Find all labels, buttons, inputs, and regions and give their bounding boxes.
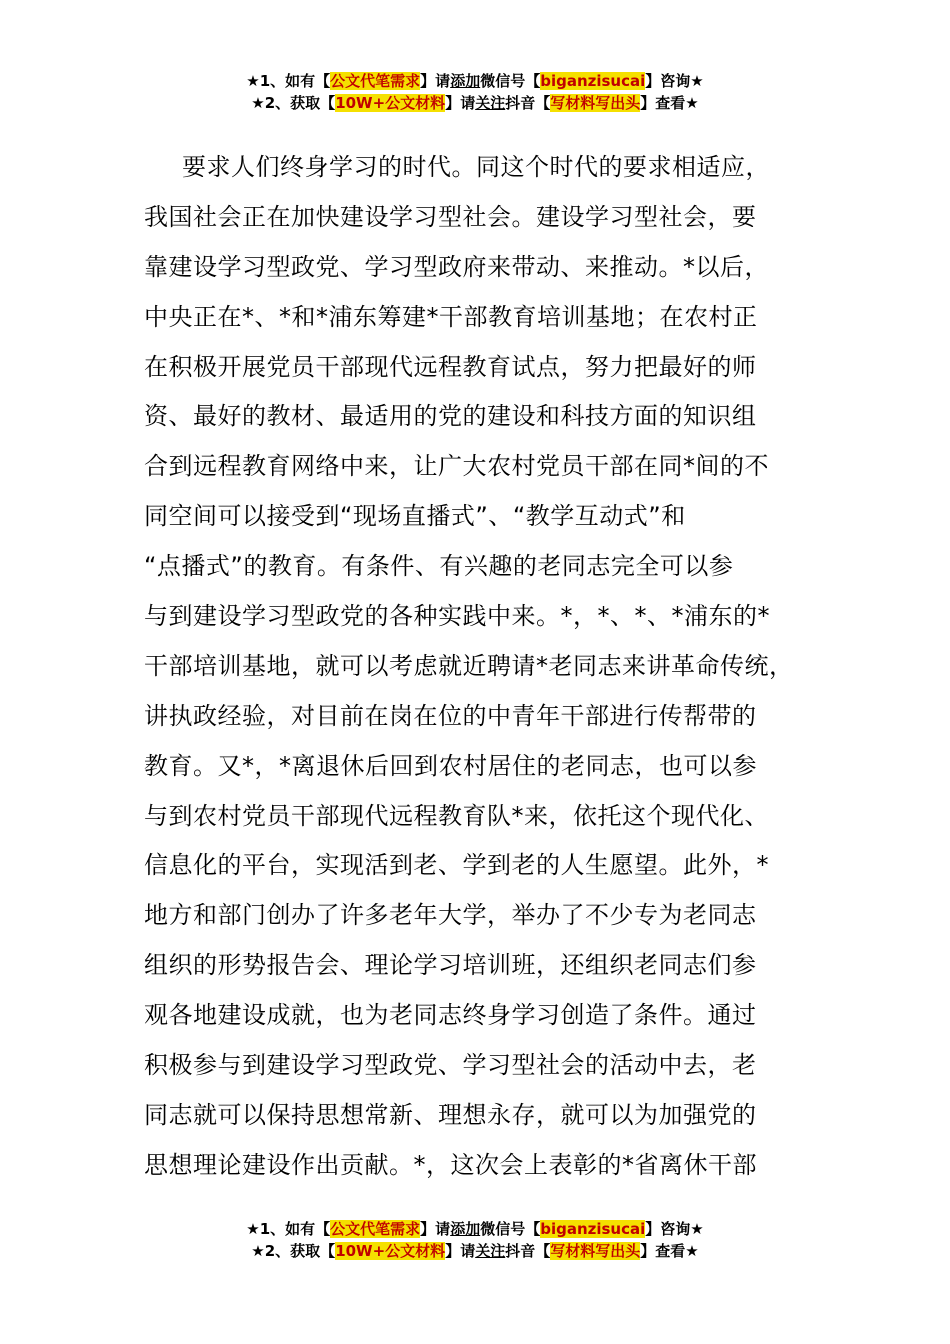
highlight-service: 公文代笔需求 bbox=[330, 1220, 421, 1238]
highlight-wechat-id: biganzisucai bbox=[540, 1220, 646, 1238]
footer-line-2: ★2、获取【10W+公文材料】请关注抖音【写材料写出头】查看★ bbox=[251, 1242, 699, 1260]
text-line: 与到建设学习型政党的各种实践中来。*，*、*、*浦东的* bbox=[144, 602, 770, 631]
text-line: 教育。又*，*离退休后回到农村居住的老同志，也可以参 bbox=[144, 751, 757, 780]
underlined-add: 添加 bbox=[450, 72, 481, 90]
text-line: “点播式”的教育。有条件、有兴趣的老同志完全可以参 bbox=[144, 552, 734, 581]
text-line: 地方和部门创办了许多老年大学，举办了不少专为老同志 bbox=[144, 901, 757, 930]
text-line: 在积极开展党员干部现代远程教育试点，努力把最好的师 bbox=[144, 352, 757, 381]
text-line: 中央正在*、*和*浦东筹建*干部教育培训基地；在农村正 bbox=[144, 302, 758, 331]
highlight-douyin: 写材料写出头 bbox=[550, 1242, 641, 1260]
text-line: 同志就可以保持思想常新、理想永存，就可以为加强党的 bbox=[144, 1100, 757, 1129]
header-line-1: ★1、如有【公文代笔需求】请添加微信号【biganzisucai】咨询★ bbox=[246, 72, 704, 90]
underlined-follow: 关注 bbox=[475, 94, 506, 112]
footer-line-1: ★1、如有【公文代笔需求】请添加微信号【biganzisucai】咨询★ bbox=[246, 1220, 704, 1238]
text-line: 信息化的平台，实现活到老、学到老的人生愿望。此外，* bbox=[144, 851, 769, 880]
text-line: 组织的形势报告会、理论学习培训班，还组织老同志们参 bbox=[144, 951, 757, 980]
highlight-materials: 10W+公文材料 bbox=[335, 94, 446, 112]
body-paragraph bbox=[144, 143, 834, 1191]
text-line: 合到远程教育网络中来，让广大农村党员干部在同*间的不 bbox=[144, 452, 769, 481]
text-line: 积极参与到建设学习型政党、学习型社会的活动中去，老 bbox=[144, 1051, 757, 1080]
header-banner bbox=[0, 70, 950, 114]
footer-banner bbox=[0, 1218, 950, 1262]
text-line: 要求人们终身学习的时代。同这个时代的要求相适应， bbox=[182, 153, 770, 181]
text-line: 靠建设学习型政党、学习型政府来带动、来推动。*以后， bbox=[144, 252, 769, 281]
text-line: 干部培训基地，就可以考虑就近聘请*老同志来讲革命传统， bbox=[144, 651, 794, 680]
highlight-service: 公文代笔需求 bbox=[330, 72, 421, 90]
highlight-douyin: 写材料写出头 bbox=[550, 94, 641, 112]
underlined-follow: 关注 bbox=[475, 1242, 506, 1260]
text-line: 同空间可以接受到“现场直播式”、“教学互动式”和 bbox=[144, 502, 686, 531]
text-line: 资、最好的教材、最适用的党的建设和科技方面的知识组 bbox=[144, 402, 757, 431]
text-line: 观各地建设成就，也为老同志终身学习创造了条件。通过 bbox=[144, 1001, 757, 1030]
text-line: 我国社会正在加快建设学习型社会。建设学习型社会，要 bbox=[144, 202, 757, 231]
header-line-2: ★2、获取【10W+公文材料】请关注抖音【写材料写出头】查看★ bbox=[251, 94, 699, 112]
text-line: 思想理论建设作出贡献。*，这次会上表彰的*省离休干部 bbox=[144, 1150, 757, 1179]
underlined-add: 添加 bbox=[450, 1220, 481, 1238]
highlight-wechat-id: biganzisucai bbox=[540, 72, 646, 90]
highlight-materials: 10W+公文材料 bbox=[335, 1242, 446, 1260]
text-line: 讲执政经验，对目前在岗在位的中青年干部进行传帮带的 bbox=[144, 701, 757, 730]
text-line: 与到农村党员干部现代远程教育队*来，依托这个现代化、 bbox=[144, 801, 769, 830]
